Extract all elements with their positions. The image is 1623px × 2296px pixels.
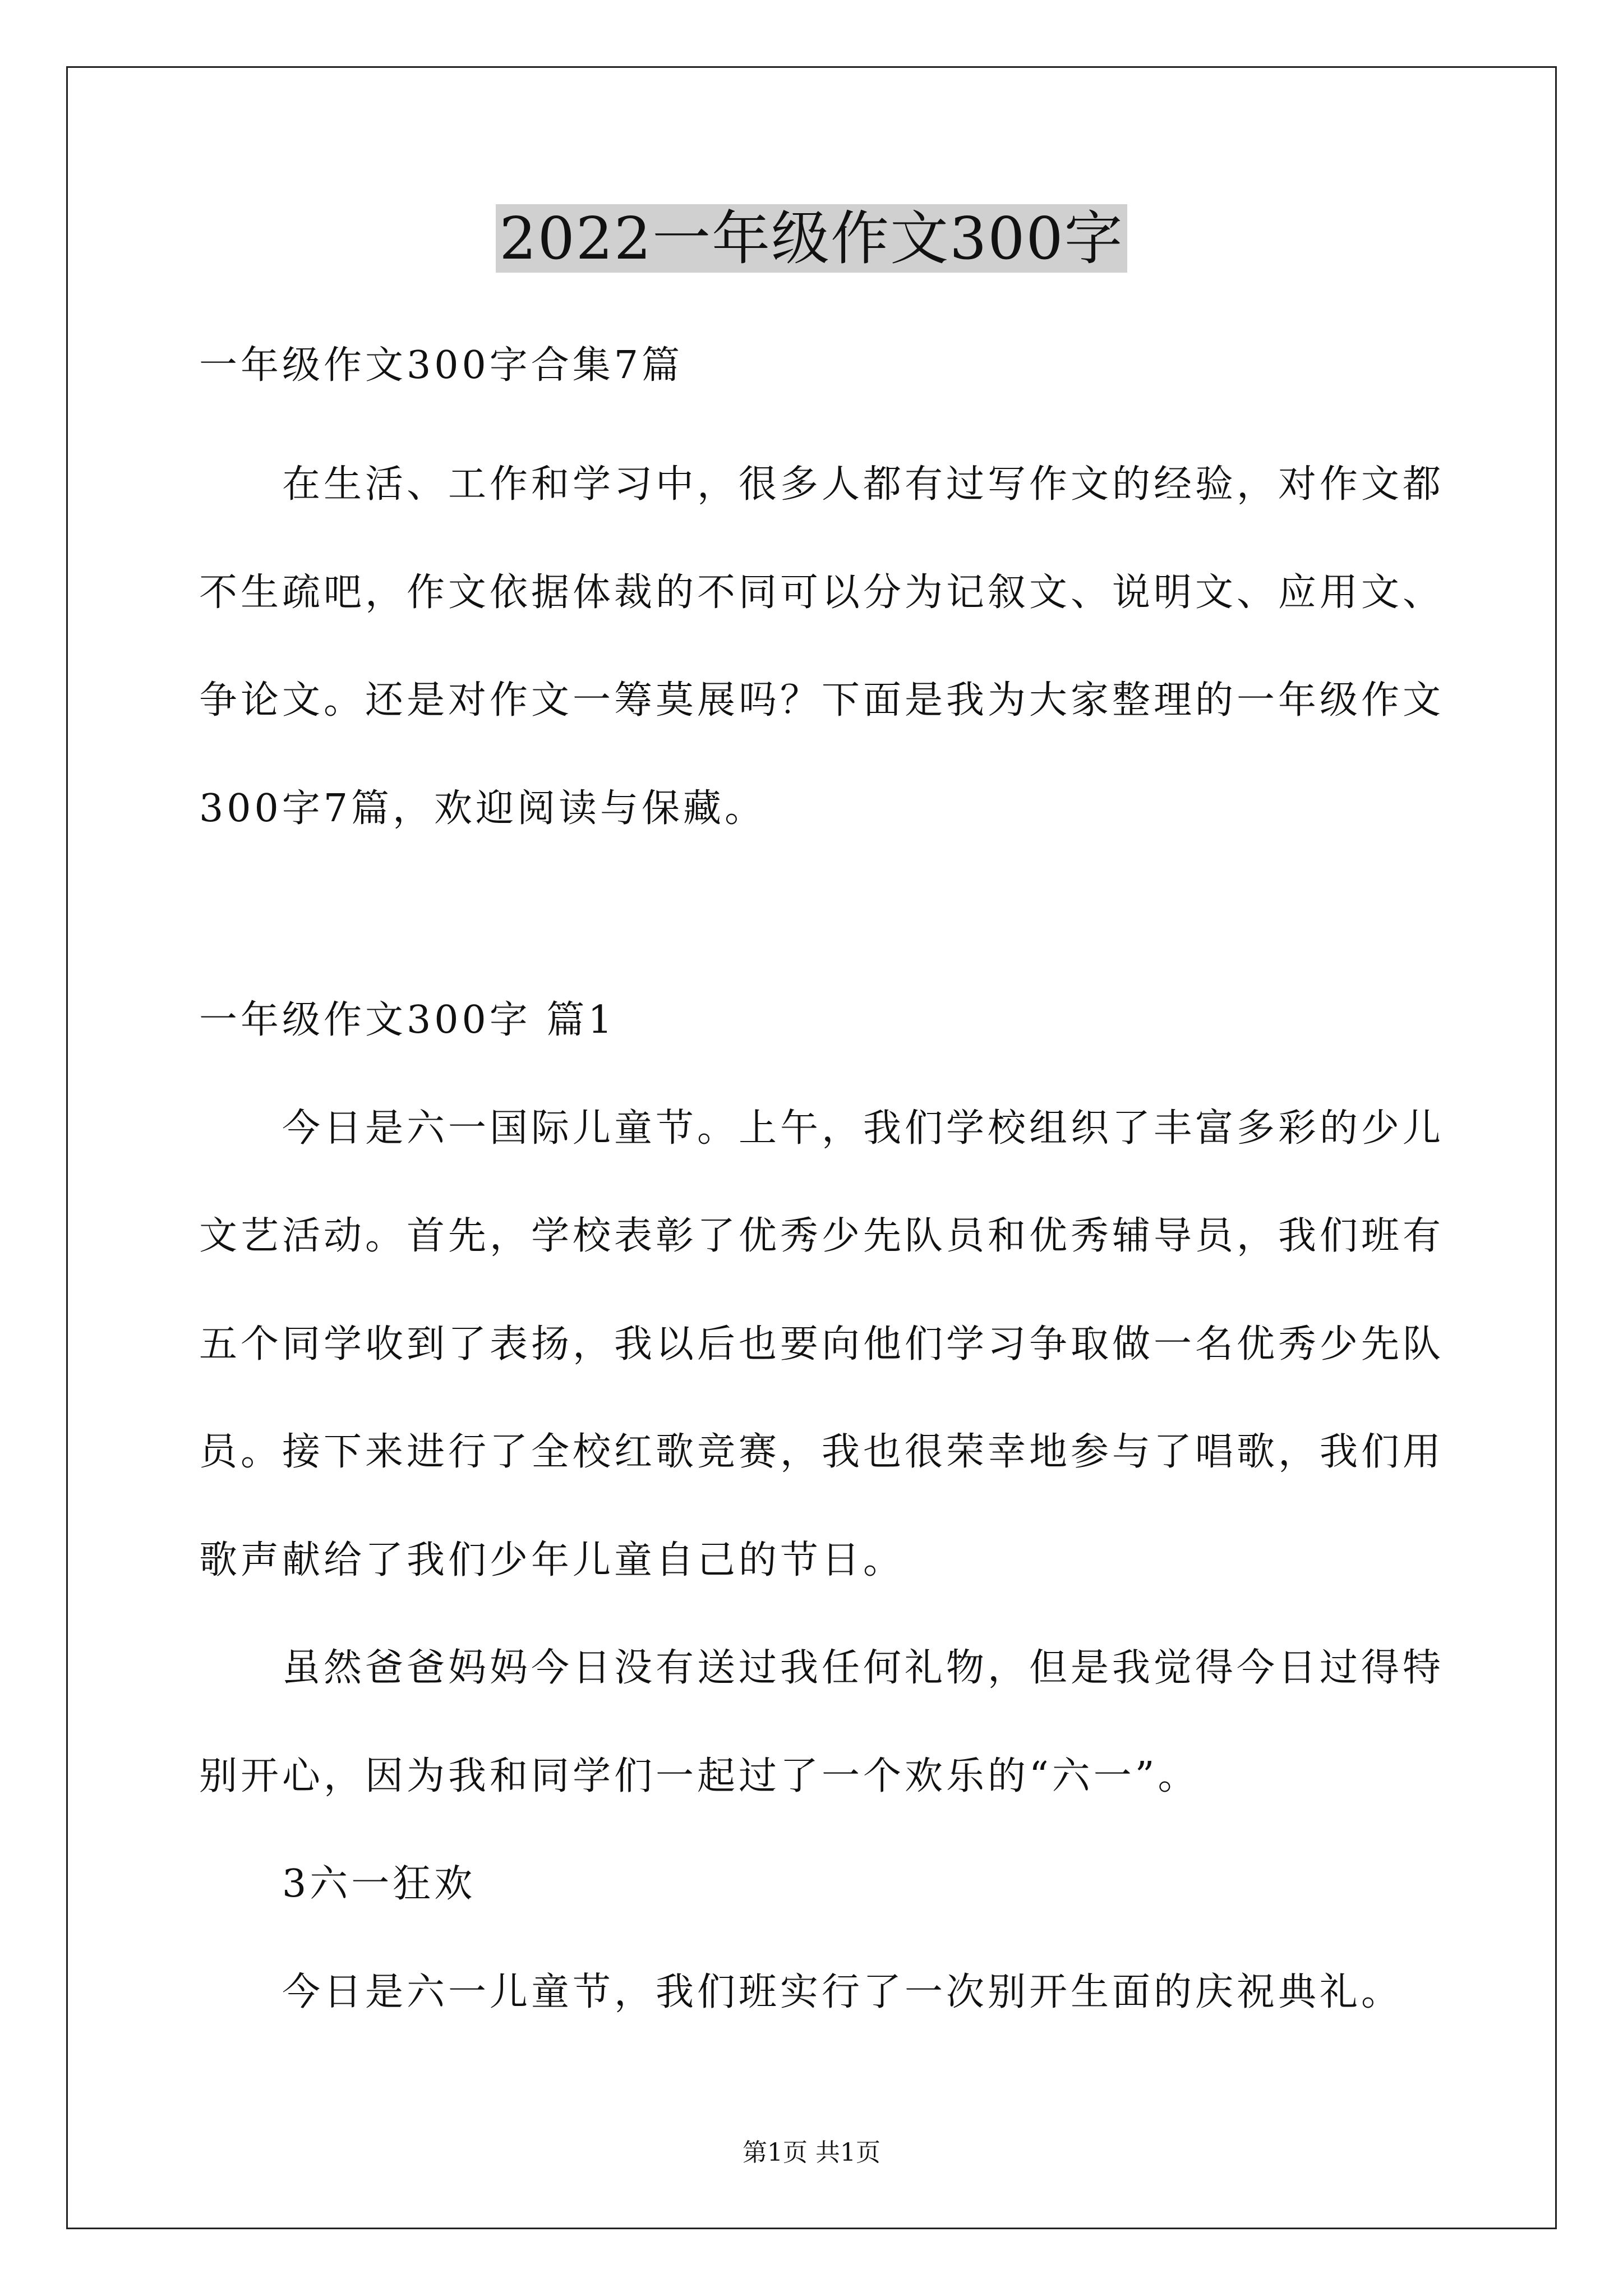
paragraph-line: 员。接下来进行了全校红歌竞赛，我也很荣幸地参与了唱歌，我们用 <box>199 1430 1445 1474</box>
paragraph-line: 今日是六一儿童节，我们班实行了一次别开生面的庆祝典礼。 <box>199 1970 1403 2014</box>
paragraph-line: 300字7篇，欢迎阅读与保藏。 <box>199 786 767 831</box>
sub-heading: 3六一狂欢 <box>199 1862 476 1906</box>
section-heading: 一年级作文300字 篇1 <box>199 998 616 1042</box>
paragraph-line: 文艺活动。首先，学校表彰了优秀少先队员和优秀辅导员，我们班有 <box>199 1214 1445 1258</box>
paragraph-line: 虽然爸爸妈妈今日没有送过我任何礼物，但是我觉得今日过得特 <box>199 1646 1445 1690</box>
paragraph-line: 争论文。还是对作文一筹莫展吗？下面是我为大家整理的一年级作文 <box>199 678 1445 723</box>
paragraph-line: 五个同学收到了表扬，我以后也要向他们学习争取做一名优秀少先队 <box>199 1322 1445 1366</box>
paragraph-line: 别开心，因为我和同学们一起过了一个欢乐的“六一”。 <box>199 1754 1200 1798</box>
document-title <box>0 199 1623 278</box>
document-title-text: 2022一年级作文300字 <box>496 204 1127 273</box>
paragraph-line: 不生疏吧，作文依据体裁的不同可以分为记叙文、说明文、应用文、 <box>199 570 1445 615</box>
paragraph-line: 在生活、工作和学习中，很多人都有过写作文的经验，对作文都 <box>199 462 1445 507</box>
paragraph-line: 今日是六一国际儿童节。上午，我们学校组织了丰富多彩的少儿 <box>199 1106 1445 1151</box>
paragraph-line: 歌声献给了我们少年儿童自己的节日。 <box>199 1538 905 1582</box>
page-footer: 第1页 共1页 <box>743 2138 880 2167</box>
subtitle-line: 一年级作文300字合集7篇 <box>199 343 684 388</box>
